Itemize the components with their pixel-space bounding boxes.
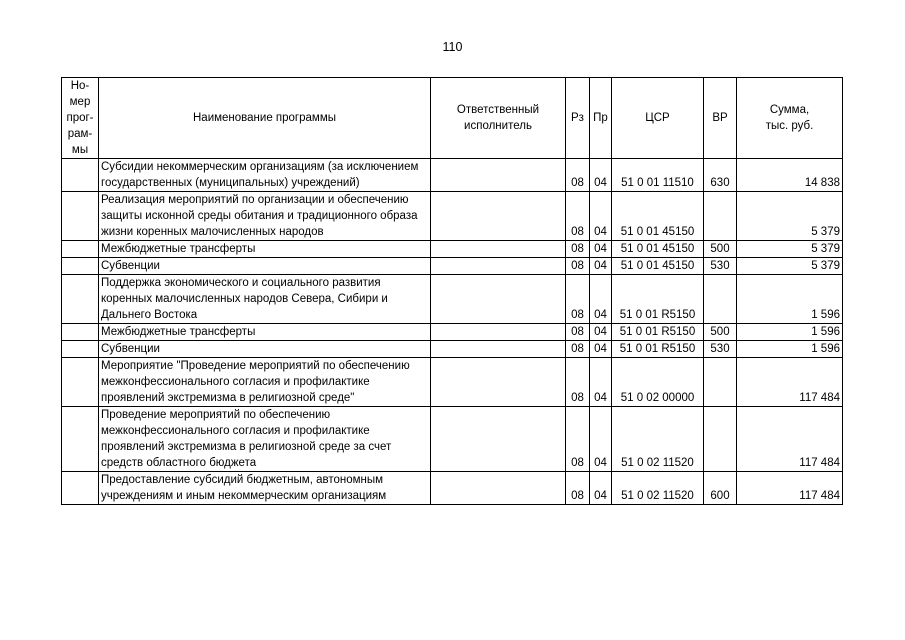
table-header-row <box>62 78 843 159</box>
cell-rz: 08 <box>566 159 590 192</box>
header-vr: ВР <box>704 78 737 159</box>
table-row <box>62 341 843 358</box>
cell-pr: 04 <box>590 358 612 407</box>
cell-pr: 04 <box>590 241 612 258</box>
header-name: Наименование программы <box>99 78 431 159</box>
cell-num <box>62 341 99 358</box>
cell-pr: 04 <box>590 258 612 275</box>
cell-executor <box>431 241 566 258</box>
cell-sum: 117 484 <box>737 358 843 407</box>
cell-sum: 5 379 <box>737 258 843 275</box>
cell-vr <box>704 192 737 241</box>
cell-pr: 04 <box>590 275 612 324</box>
cell-num <box>62 241 99 258</box>
cell-csr: 51 0 01 45150 <box>612 192 704 241</box>
cell-rz: 08 <box>566 324 590 341</box>
header-num-label: Но- мер прог- рам- мы <box>66 80 94 156</box>
cell-csr: 51 0 01 R5150 <box>612 341 704 358</box>
table-row <box>62 275 843 324</box>
header-num <box>62 78 99 159</box>
cell-csr: 51 0 01 45150 <box>612 241 704 258</box>
cell-csr: 51 0 01 R5150 <box>612 275 704 324</box>
cell-name: Субсидии некоммерческим организациям (за исключением государственных (муниципальных) учреждений) <box>99 159 431 192</box>
cell-pr: 04 <box>590 324 612 341</box>
cell-executor <box>431 358 566 407</box>
cell-num <box>62 324 99 341</box>
table-row <box>62 192 843 241</box>
cell-name: Субвенции <box>99 341 431 358</box>
cell-sum: 5 379 <box>737 192 843 241</box>
cell-name: Мероприятие "Проведение мероприятий по обеспечению межконфессионального согласия и профилактике проявлений экстремизма в религиозной среде" <box>99 358 431 407</box>
cell-name: Проведение мероприятий по обеспечению межконфессионального согласия и профилактике проявлений экстремизма в религиозной среде за счет средств областного бюджета <box>99 407 431 472</box>
cell-num <box>62 472 99 505</box>
cell-vr: 500 <box>704 324 737 341</box>
cell-executor <box>431 258 566 275</box>
cell-name: Межбюджетные трансферты <box>99 324 431 341</box>
cell-sum: 5 379 <box>737 241 843 258</box>
cell-vr <box>704 275 737 324</box>
table-row <box>62 407 843 472</box>
table-row <box>62 324 843 341</box>
cell-pr: 04 <box>590 341 612 358</box>
cell-pr: 04 <box>590 192 612 241</box>
cell-sum: 14 838 <box>737 159 843 192</box>
cell-executor <box>431 324 566 341</box>
cell-rz: 08 <box>566 358 590 407</box>
cell-vr <box>704 358 737 407</box>
cell-executor <box>431 407 566 472</box>
cell-sum: 1 596 <box>737 324 843 341</box>
cell-csr: 51 0 02 11520 <box>612 472 704 505</box>
cell-csr: 51 0 01 R5150 <box>612 324 704 341</box>
cell-name: Предоставление субсидий бюджетным, автономным учреждениям и иным некоммерческим организациям <box>99 472 431 505</box>
cell-vr: 530 <box>704 341 737 358</box>
table-row <box>62 241 843 258</box>
cell-executor <box>431 192 566 241</box>
cell-csr: 51 0 02 11520 <box>612 407 704 472</box>
cell-rz: 08 <box>566 407 590 472</box>
header-pr: Пр <box>590 78 612 159</box>
budget-table <box>61 77 843 505</box>
header-executor: Ответственный исполнитель <box>431 78 566 159</box>
cell-sum: 117 484 <box>737 407 843 472</box>
cell-sum: 117 484 <box>737 472 843 505</box>
cell-csr: 51 0 01 45150 <box>612 258 704 275</box>
cell-rz: 08 <box>566 258 590 275</box>
table-row <box>62 159 843 192</box>
header-csr: ЦСР <box>612 78 704 159</box>
cell-vr <box>704 407 737 472</box>
cell-num <box>62 159 99 192</box>
cell-executor <box>431 472 566 505</box>
cell-executor <box>431 341 566 358</box>
cell-num <box>62 407 99 472</box>
cell-rz: 08 <box>566 275 590 324</box>
header-rz: Рз <box>566 78 590 159</box>
cell-name: Поддержка экономического и социального развития коренных малочисленных народов Севера, Сибири и Дальнего Востока <box>99 275 431 324</box>
cell-pr: 04 <box>590 472 612 505</box>
page-number: 110 <box>442 40 463 54</box>
cell-pr: 04 <box>590 407 612 472</box>
cell-csr: 51 0 01 11510 <box>612 159 704 192</box>
cell-name: Межбюджетные трансферты <box>99 241 431 258</box>
cell-num <box>62 275 99 324</box>
header-sum: Сумма, тыс. руб. <box>737 78 843 159</box>
cell-vr: 630 <box>704 159 737 192</box>
cell-vr: 600 <box>704 472 737 505</box>
table-row <box>62 472 843 505</box>
cell-vr: 500 <box>704 241 737 258</box>
cell-num <box>62 192 99 241</box>
cell-num <box>62 258 99 275</box>
cell-rz: 08 <box>566 472 590 505</box>
cell-name: Субвенции <box>99 258 431 275</box>
cell-sum: 1 596 <box>737 275 843 324</box>
cell-rz: 08 <box>566 241 590 258</box>
cell-vr: 530 <box>704 258 737 275</box>
cell-num <box>62 358 99 407</box>
cell-pr: 04 <box>590 159 612 192</box>
table-row <box>62 258 843 275</box>
cell-executor <box>431 275 566 324</box>
table-row <box>62 358 843 407</box>
cell-sum: 1 596 <box>737 341 843 358</box>
cell-executor <box>431 159 566 192</box>
cell-rz: 08 <box>566 341 590 358</box>
cell-rz: 08 <box>566 192 590 241</box>
cell-name: Реализация мероприятий по организации и обеспечению защиты исконной среды обитания и традиционного образа жизни коренных малочисленных народов <box>99 192 431 241</box>
cell-csr: 51 0 02 00000 <box>612 358 704 407</box>
